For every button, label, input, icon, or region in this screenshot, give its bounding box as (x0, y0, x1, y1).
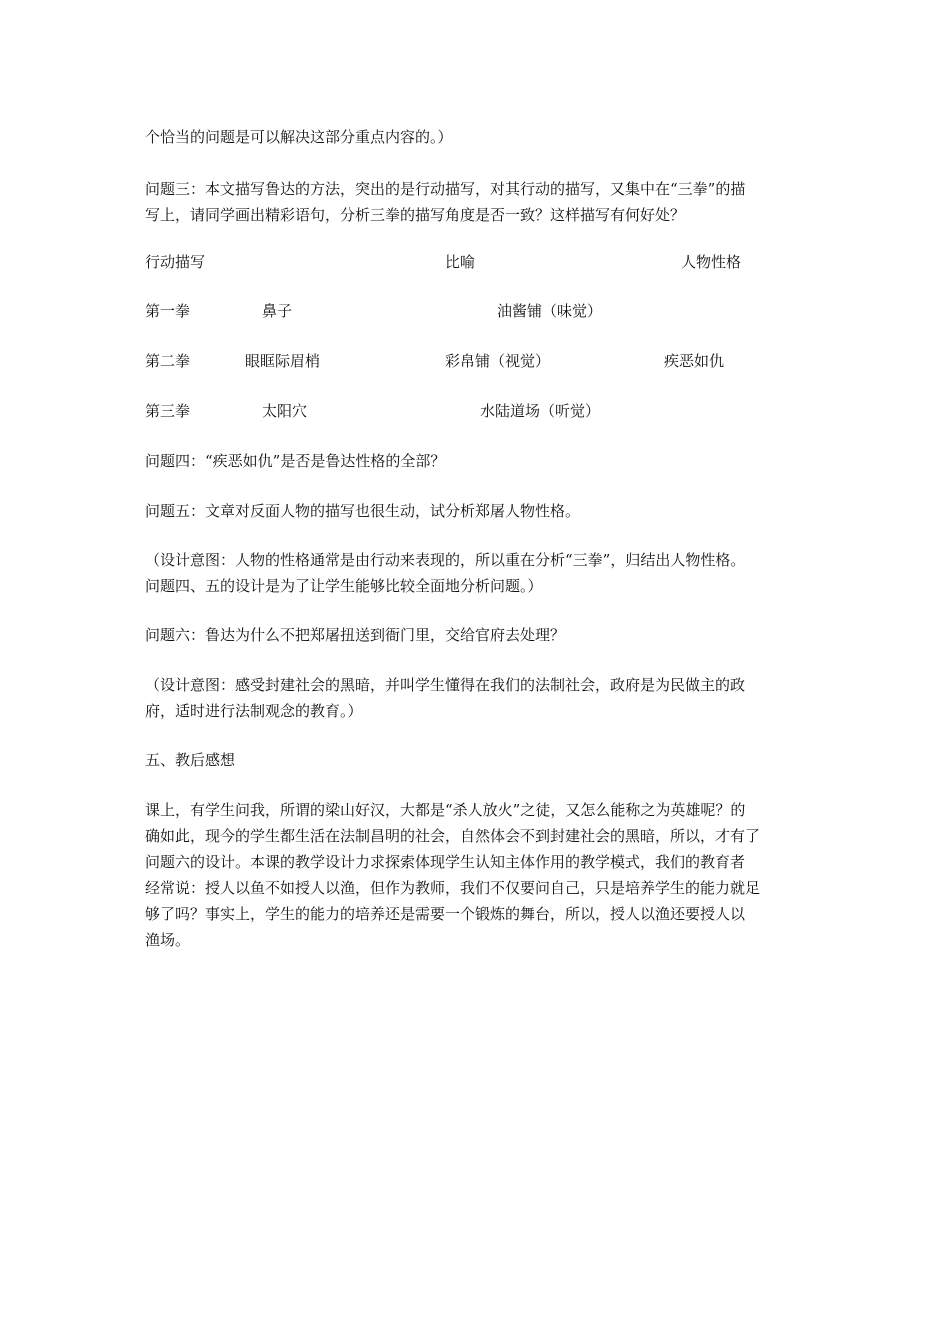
table-header-character: 人物性格 (681, 253, 742, 271)
table-header-metaphor: 比喻 (445, 253, 476, 271)
design-intent-2-line-1: （设计意图：感受封建社会的黑暗，并叫学生懂得在我们的法制社会，政府是为民做主的政 (145, 676, 746, 694)
reflection-line: 够了吗？事实上，学生的能力的培养还是需要一个锻炼的舞台，所以，授人以渔还要授人以 (145, 905, 746, 923)
table-row-punch: 第一拳 (145, 302, 191, 320)
design-intent-1-line-2: 问题四、五的设计是为了让学生能够比较全面地分析问题。） (145, 577, 543, 595)
reflection-line: 问题六的设计。本课的教学设计力求探索体现学生认知主体作用的教学模式，我们的教育者 (145, 853, 746, 871)
table-row-trait: 疾恶如仇 (664, 352, 725, 370)
reflection-line: 课上，有学生问我，所谓的梁山好汉，大都是“杀人放火”之徒，又怎么能称之为英雄呢？的 (145, 801, 746, 819)
question-five: 问题五：文章对反面人物的描写也很生动，试分析郑屠人物性格。 (145, 502, 581, 520)
table-header-action: 行动描写 (145, 253, 206, 271)
table-row-metaphor: 油酱铺（味觉） (497, 302, 603, 320)
design-intent-1-line-1: （设计意图：人物的性格通常是由行动来表现的，所以重在分析“三拳”，归结出人物性格。 (145, 551, 746, 569)
table-row-punch: 第二拳 (145, 352, 191, 370)
table-row-target: 太阳穴 (262, 402, 308, 420)
question-six: 问题六：鲁达为什么不把郑屠扭送到衙门里，交给官府去处理？ (145, 626, 566, 644)
question-four: 问题四：“疾恶如仇”是否是鲁达性格的全部？ (145, 452, 446, 470)
paragraph-continuation: 个恰当的问题是可以解决这部分重点内容的。） (145, 128, 453, 146)
design-intent-2-line-2: 府，适时进行法制观念的教育。） (145, 702, 363, 720)
section-heading-reflection: 五、教后感想 (145, 751, 236, 769)
table-row-punch: 第三拳 (145, 402, 191, 420)
reflection-line: 渔场。 (145, 931, 191, 949)
reflection-line: 经常说：授人以鱼不如授人以渔，但作为教师，我们不仅要问自己，只是培养学生的能力就足 (145, 879, 761, 897)
table-row-metaphor: 彩帛铺（视觉） (445, 352, 551, 370)
question-three-line-2: 写上，请同学画出精彩语句，分析三拳的描写角度是否一致？这样描写有何好处？ (145, 206, 686, 224)
table-row-target: 鼻子 (262, 302, 293, 320)
reflection-line: 确如此，现今的学生都生活在法制昌明的社会，自然体会不到封建社会的黑暗，所以，才有了 (145, 827, 761, 845)
table-row-target: 眼眶际眉梢 (245, 352, 321, 370)
question-three-line-1: 问题三：本文描写鲁达的方法，突出的是行动描写，对其行动的描写，又集中在“三拳”的描 (145, 180, 746, 198)
table-row-metaphor: 水陆道场（听觉） (480, 402, 601, 420)
